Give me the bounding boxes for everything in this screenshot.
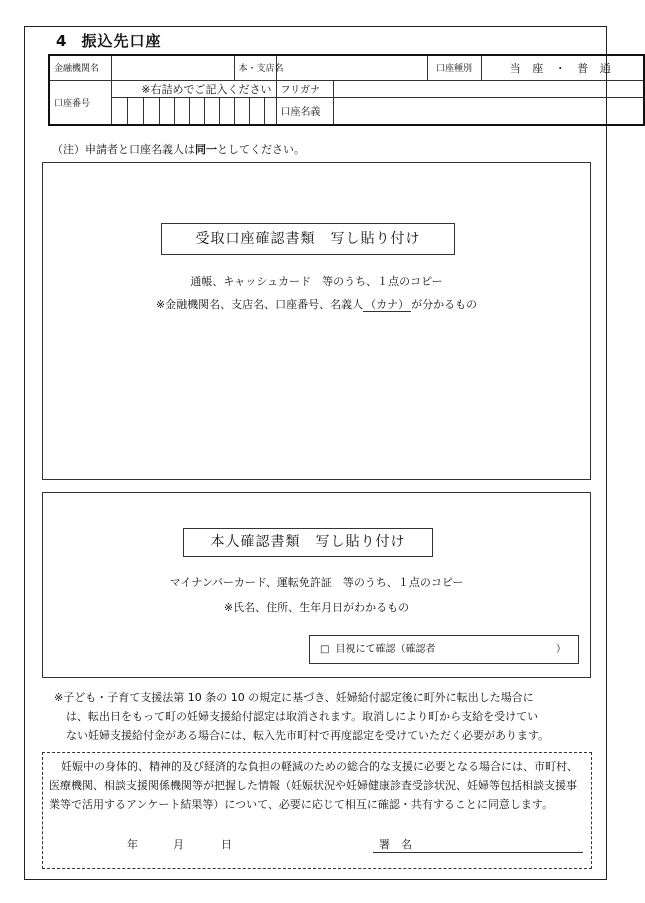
account-digit-1[interactable] (111, 97, 127, 125)
signature-label: 署 名 (379, 838, 412, 851)
legal-line-2: は、転出日をもって町の妊婦支援給付認定は取消されます。取消しにより町から支給を受けてい (66, 710, 539, 723)
same-person-note: （注）申請者と口座名義人は同一としてください。 (52, 143, 305, 156)
bank-name-field[interactable] (111, 55, 234, 80)
section-heading: 振込先口座 (81, 32, 162, 50)
furigana-field[interactable] (333, 80, 644, 97)
signature-line[interactable] (373, 852, 583, 853)
account-digit-7[interactable] (204, 97, 219, 125)
bank-document-paste-title: 受取口座確認書類 写し貼り付け (161, 223, 455, 255)
kana-underlined: （カナ） (365, 298, 410, 311)
id-document-requirements: ※氏名、住所、生年月日がわかるもの (223, 601, 410, 614)
right-align-notice: ※右詰めでご記入ください (111, 80, 276, 97)
legal-notice (54, 688, 598, 745)
year-label: 年 (127, 838, 138, 851)
account-digit-9[interactable] (234, 97, 249, 125)
consent-box (42, 752, 592, 869)
account-holder-field[interactable] (333, 97, 644, 125)
branch-name-field[interactable] (276, 55, 427, 80)
bank-document-requirements: ※金融機関名、支店名、口座番号、名義人 （カナ） が分かるもの (155, 298, 478, 311)
section-title (56, 30, 161, 51)
account-info-table (48, 54, 645, 126)
bank-name-label: 金融機関名 (49, 55, 111, 80)
branch-label: 本・支店名 (234, 55, 276, 80)
account-digit-11[interactable] (264, 97, 276, 125)
account-number-label: 口座番号 (49, 80, 111, 125)
visual-check-box[interactable] (309, 635, 579, 664)
bank-document-examples: 通帳、キャッシュカード 等のうち、１点のコピー (190, 275, 443, 288)
account-digit-2[interactable] (127, 97, 143, 125)
checkbox-icon[interactable]: □ (320, 644, 330, 655)
id-document-paste-area (42, 492, 591, 678)
id-document-paste-title: 本人確認書類 写し貼り付け (183, 528, 433, 557)
date-signature-row (43, 835, 591, 855)
account-digit-8[interactable] (219, 97, 234, 125)
visual-check-close-paren: ） (556, 644, 566, 655)
account-digit-6[interactable] (189, 97, 204, 125)
furigana-label: フリガナ (276, 80, 333, 97)
account-type-options[interactable]: 当 座 ・ 普 通 (481, 55, 644, 80)
legal-line-1: ※子ども・子育て支援法第 10 条の 10 の規定に基づき、妊婦給付認定後に町外に転出した場合に (54, 691, 534, 704)
account-holder-label: 口座名義 (276, 97, 333, 125)
same-emphasis: 同一 (195, 143, 217, 156)
account-digit-5[interactable] (174, 97, 189, 125)
bank-document-paste-area (42, 162, 591, 480)
month-label: 月 (173, 838, 184, 851)
consent-text: 妊娠中の身体的、精神的及び経済的な負担の軽減のための総合的な支援に必要となる場合には、市町村、医療機関、相談支援関係機関等が把握した情報（妊娠状況や妊婦健康診査受診状況、妊婦等包括相談支援事業等で活用するアンケート結果等）について、必要に応じて相互に確認・共有することに同意します。 (49, 760, 578, 811)
legal-line-3: ない妊婦支援給付金がある場合には、転入先市町村で再度認定を受けていただく必要があります。 (66, 729, 550, 742)
section-number: 4 (56, 32, 68, 50)
account-digit-4[interactable] (159, 97, 174, 125)
account-type-label: 口座種別 (427, 55, 481, 80)
day-label: 日 (221, 838, 232, 851)
account-digit-3[interactable] (143, 97, 159, 125)
id-document-examples: マイナンバーカード、運転免許証 等のうち、１点のコピー (169, 576, 464, 589)
visual-check-label: 目視にて確認（確認者 (335, 644, 436, 655)
account-digit-10[interactable] (249, 97, 264, 125)
